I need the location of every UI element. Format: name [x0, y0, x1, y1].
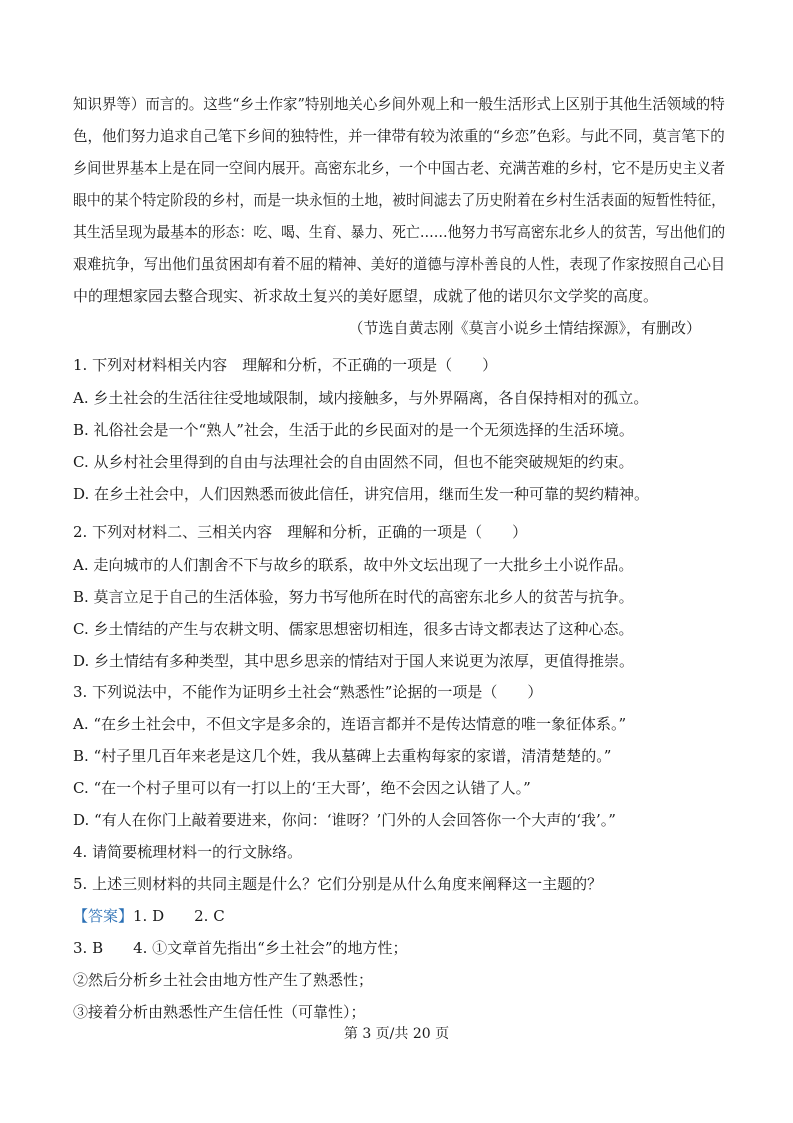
passage-line-7: 中的理想家园去整合现实、祈求故土复兴的美好愿望，成就了他的诺贝尔文学奖的高度。	[73, 287, 659, 305]
passage-line-1: 知识界等）而言的。这些“乡土作家”特别地关心乡间外观上和一般生活形式上区别于其他生活领域的特	[73, 95, 725, 113]
answer-line-3: ②然后分析乡土社会由地方性产生了熟悉性；	[73, 971, 374, 989]
passage-line-4: 眼中的某个特定阶段的乡村，而是一块永恒的土地，被时间滤去了历史附着在乡村生活表面的短暂性特征，	[73, 191, 726, 209]
question-2-option-a: A. 走向城市的人们割舍不下与故乡的联系，故中外文坛出现了一大批乡土小说作品。	[73, 556, 634, 574]
page-number: 第 3 页/共 20 页	[343, 1026, 450, 1042]
passage-source: （节选自黄志刚《莫言小说乡土情结探源》，有删改）	[348, 319, 701, 337]
answer-line-2: 3. B 4. ①文章首先指出“乡土社会”的地方性；	[73, 939, 408, 957]
question-5-stem: 5. 上述三则材料的共同主题是什么？它们分别是从什么角度来阐释这一主题的？	[73, 875, 603, 893]
question-2-option-d: D. 乡土情结有多种类型，其中思乡思亲的情结对于国人来说更为浓厚，更值得推崇。	[73, 652, 635, 670]
question-1-option-d: D. 在乡土社会中，人们因熟悉而彼此信任，讲究信用，继而生发一种可靠的契约精神。	[73, 485, 650, 503]
question-1-option-c: C. 从乡村社会里得到的自由与法理社会的自由固然不同，但也不能突破规矩的约束。	[73, 453, 634, 471]
question-3-option-d: D. “有人在你门上敲着要进来，你问：‘谁呀？’门外的人会回答你一个大声的‘我’。”	[73, 811, 616, 829]
answer-tag: 【答案】	[73, 907, 134, 925]
question-3-stem: 3. 下列说法中，不能作为证明乡土社会“熟悉性”论据的一项是（ ）	[73, 683, 543, 701]
question-3-option-b: B. “村子里几百年来老是这几个姓，我从墓碑上去重构每家的家谱，清清楚楚的。”	[73, 747, 612, 765]
passage-line-2: 色，他们努力追求自己笔下乡间的独特性，并一律带有较为浓重的“乡恋”色彩。与此不同，莫言笔下的	[73, 127, 725, 145]
passage-line-5: 其生活呈现为最基本的形态：吃、喝、生育、暴力、死亡……他努力书写高密东北乡人的贫苦，写出他们的	[73, 223, 726, 241]
question-2-stem: 2. 下列对材料二、三相关内容 理解和分析，正确的一项是（ ）	[73, 523, 528, 541]
passage-line-3: 乡间世界基本上是在同一空间内展开。高密东北乡，一个中国古老、充满苦难的乡村，它不是历史主义者	[73, 159, 726, 177]
answer-line-1	[73, 906, 225, 926]
question-1-option-b: B. 礼俗社会是一个“熟人”社会，生活于此的乡民面对的是一个无须选择的生活环境。	[73, 421, 634, 439]
question-1-stem: 1. 下列对材料相关内容 理解和分析，不正确的一项是（ ）	[73, 356, 498, 374]
answer-values-1: 1. D 2. C	[133, 907, 225, 925]
question-4-stem: 4. 请简要梳理材料一的行文脉络。	[73, 843, 303, 861]
answer-line-4: ③接着分析由熟悉性产生信任性（可靠性）；	[73, 1003, 366, 1021]
passage-line-6: 艰难抗争，写出他们虽贫困却有着不屈的精神、美好的道德与淳朴善良的人性，表现了作家按照自己心目	[73, 255, 726, 273]
question-2-option-c: C. 乡土情结的产生与农耕文明、儒家思想密切相连，很多古诗文都表达了这种心态。	[73, 620, 634, 638]
question-3-option-c: C. “在一个村子里可以有一打以上的‘王大哥’，绝不会因之认错了人。”	[73, 779, 531, 797]
question-3-option-a: A. “在乡土社会中，不但文字是多余的，连语言都并不是传达情意的唯一象征体系。”	[73, 715, 627, 733]
question-1-option-a: A. 乡土社会的生活往往受地域限制，域内接触多，与外界隔离，各自保持相对的孤立。	[73, 389, 649, 407]
question-2-option-b: B. 莫言立足于自己的生活体验，努力书写他所在时代的高密东北乡人的贫苦与抗争。	[73, 588, 634, 606]
